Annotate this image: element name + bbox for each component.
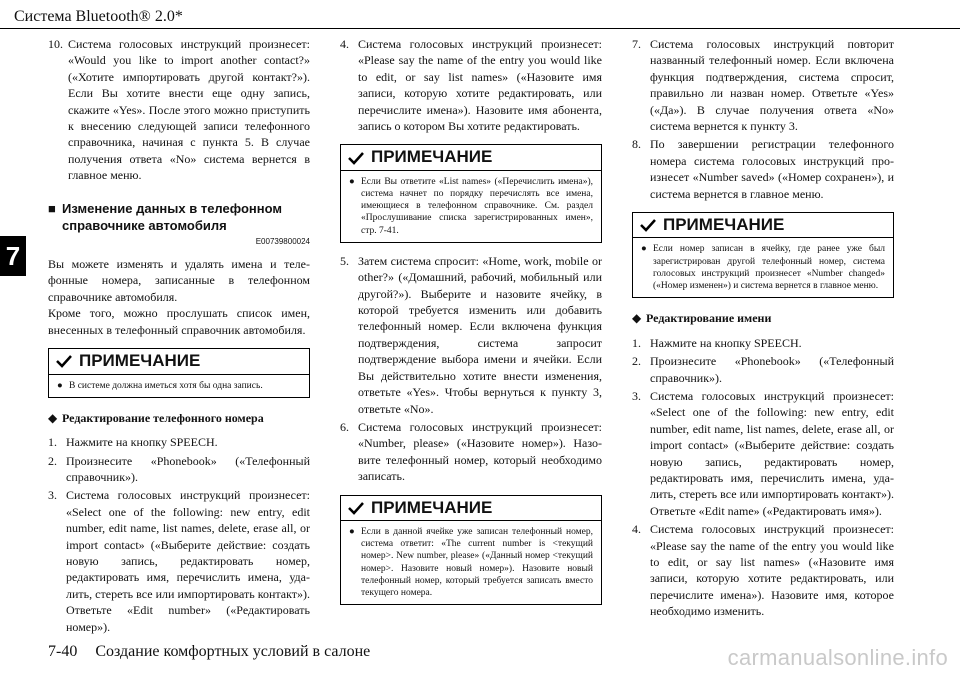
note-body — [341, 521, 601, 604]
step-text: Затем система спросит: «Home, work, mobile or other?» («Домашний, рабочий, мобильный или другой?»). Выберите и назовите ячейку, в которой требуется изменить или добавить телефонный номер. Если включена функция подтверждения, система запросит подтверждение выбора имени и ячейки. Если Вы действительно хотите внести изменения, ответьте «Yes». Чтобы вернуться к пункту 3, ответьте «No». — [358, 253, 602, 416]
section-title: Изменение данных в телефонном справочнике автомобиля — [62, 200, 282, 233]
page-number: 7-40 — [48, 643, 78, 660]
step-number: 3. — [632, 388, 641, 403]
step-text: Нажмите на кнопку SPEECH. — [66, 435, 218, 450]
note-text: Если в данной ячейке уже записан телефонный номер, система ответит: «The current number is <текущий номер>. New number, please» («Данный номер <текущий номер>. Назовите новый номер»). Назовите новый телефонный номер, который требуется записать вместо текущего номера. — [361, 526, 593, 598]
diamond-bullet-icon: ◆ — [48, 410, 58, 425]
step-number: 4. — [340, 37, 349, 51]
subsection-heading — [48, 410, 310, 426]
step-number: 1. — [632, 335, 641, 350]
step — [632, 335, 894, 351]
note-title: ПРИМЕЧАНИЕ — [79, 351, 201, 371]
column-2 — [340, 36, 602, 615]
step — [632, 388, 894, 519]
step-number: 10. — [48, 37, 63, 51]
bullet-icon: ● — [349, 176, 355, 187]
intro-paragraph: Вы можете изменять и удалять имена и телефонные номера, записанные в телефонном справочнике автомобиля. — [48, 257, 310, 304]
step-number: 8. — [632, 137, 641, 152]
step-10 — [48, 36, 310, 184]
note-body — [633, 238, 893, 297]
step-number: 2. — [632, 354, 641, 369]
note-title: ПРИМЕЧАНИЕ — [663, 215, 785, 235]
note-check-icon — [347, 151, 365, 165]
chapter-tab: 7 — [0, 236, 26, 276]
step-text: По завершении регистрации телефонного номера система голосовых инструкций произнесет «Number saved» («Номер сохранен»), и система вернется в главное меню. — [650, 137, 894, 201]
column-3 — [632, 36, 894, 622]
note-box — [340, 144, 602, 242]
step-number: 4. — [632, 522, 641, 537]
note-check-icon — [347, 501, 365, 515]
column-1 — [48, 36, 310, 637]
note-header — [633, 213, 893, 238]
intro-paragraph-2: Кроме того, можно прослушать список имен, внесенных в телефонный справочник автомобиля. — [48, 306, 310, 337]
step-number: 7. — [632, 37, 641, 51]
step — [632, 136, 894, 202]
step — [48, 434, 310, 450]
note-check-icon — [639, 218, 657, 232]
diamond-bullet-icon: ◆ — [632, 311, 642, 326]
step-text: Система голосовых инструкций произнесет: «Select one of the following: new entry, edit number, edit name, list names, delete, erase all, or import contact» («Выберите действие: создать новую запись, редактировать номер, редактировать имя, перечислить имена, удалить, стереть все или импортировать контакт»). Ответьте «Edit name» («Редактировать имя»). — [650, 388, 894, 518]
note-text: Если Вы ответите «List names» («Перечислить имена»), система начнет по порядку перечислять все имена, имеющиеся в телефонном справочнике. См. раздел «Прослушивание списка зарегистрированных имен», стр. 7-41. — [361, 176, 593, 236]
note-check-icon — [55, 354, 73, 368]
bullet-icon: ● — [641, 244, 647, 255]
step-text: Произнесите «Phonebook» («Телефонный справочник»). — [650, 354, 894, 385]
note-header — [341, 496, 601, 521]
note-header — [341, 145, 601, 170]
step-number: 3. — [48, 488, 57, 503]
note-box — [632, 212, 894, 298]
step-text: Произнесите «Phonebook» («Телефонный справочник»). — [66, 453, 310, 484]
note-box — [48, 348, 310, 398]
watermark: carmanualsonline.info — [727, 645, 948, 670]
step-number: 2. — [48, 453, 57, 468]
page-header-title: Система Bluetooth® 2.0* — [14, 8, 183, 25]
note-text: В системе должна иметься хотя бы одна запись. — [69, 380, 263, 391]
note-box — [340, 495, 602, 606]
step — [48, 453, 310, 486]
section-code: E00739800024 — [255, 236, 310, 246]
subsection-title: Редактирование телефонного номера — [62, 410, 264, 425]
step — [340, 253, 602, 417]
bullet-icon: ● — [57, 380, 63, 391]
note-title: ПРИМЕЧАНИЕ — [371, 497, 493, 517]
page-footer — [48, 643, 370, 661]
subsection-heading — [632, 310, 894, 326]
step-number: 6. — [340, 419, 349, 434]
step-number: 1. — [48, 435, 57, 450]
step-text: Система голосовых инструкций произнесет: «Would you like to import another contact?» («Хотите импортировать другой контакт?»). Если Вы хотите внести еще одну запись, скажите «Yes». После этого можно приступить к внесению следующей записи телефонного справочника, начиная с пункта 5. В случае получения ответа «No» система вернется в главное меню. — [68, 37, 310, 183]
note-body — [341, 171, 601, 242]
header-rule — [0, 28, 960, 29]
step-text: Система голосовых инструкций произнесет: «Select one of the following: new entry, edit number, edit name, list names, delete, erase all, or import contact» («Выберите действие: создать новую запись, редактировать номер, редактировать имя, перечислить имена, удалить, стереть все или импортировать контакт»). Ответьте «Edit number» («Редактировать номер»). — [66, 488, 310, 634]
step-text: Нажмите на кнопку SPEECH. — [650, 335, 802, 350]
step-text: Система голосовых инструкций произнесет: «Please say the name of the entry you would like to edit, or say list names» («Назовите имя записи, которую хотите редактировать, или перечислите имена»). Назовите имя, которое необходимо изменить. — [650, 522, 894, 619]
step-text: Система голосовых инструкций произнесет: «Please say the name of the entry you would like to edit, or say list names» («Назовите имя записи, которую хотите редактировать, или перечислите имена»). Назовите имя абонента, запись о котором Вы хотите редактировать. — [358, 37, 602, 134]
step — [340, 419, 602, 485]
step — [48, 487, 310, 635]
step — [632, 353, 894, 386]
step-text: Система голосовых инструкций произнесет: «Number, please» («Назовите номер»). Назовите телефонный номер, который необходимо записать. — [358, 419, 602, 484]
section-heading — [48, 200, 310, 234]
note-body — [49, 375, 309, 397]
note-header — [49, 349, 309, 374]
square-bullet-icon: ■ — [48, 200, 56, 216]
subsection-title: Редактирование имени — [646, 311, 772, 326]
step — [632, 36, 894, 134]
note-text: Если номер записан в ячейку, где ранее уже был зарегистрирован другой телефонный номер, система голосовых инструкций произнесет «Number changed» («Номер изменен») и система вернется в главное меню. — [653, 244, 885, 292]
step — [632, 521, 894, 619]
bullet-icon: ● — [349, 526, 355, 537]
step — [340, 36, 602, 134]
footer-section-title: Создание комфортных условий в салоне — [95, 643, 371, 660]
step-text: Система голосовых инструкций повторит названный телефонный номер. Если включена функция подтверждения, система спросит, правильно ли назван номер. Ответьте «Yes» («Да»). В случае получения ответа «No» система вернется к пункту 3. — [650, 37, 894, 134]
step-number: 5. — [340, 253, 349, 268]
note-title: ПРИМЕЧАНИЕ — [371, 147, 493, 167]
